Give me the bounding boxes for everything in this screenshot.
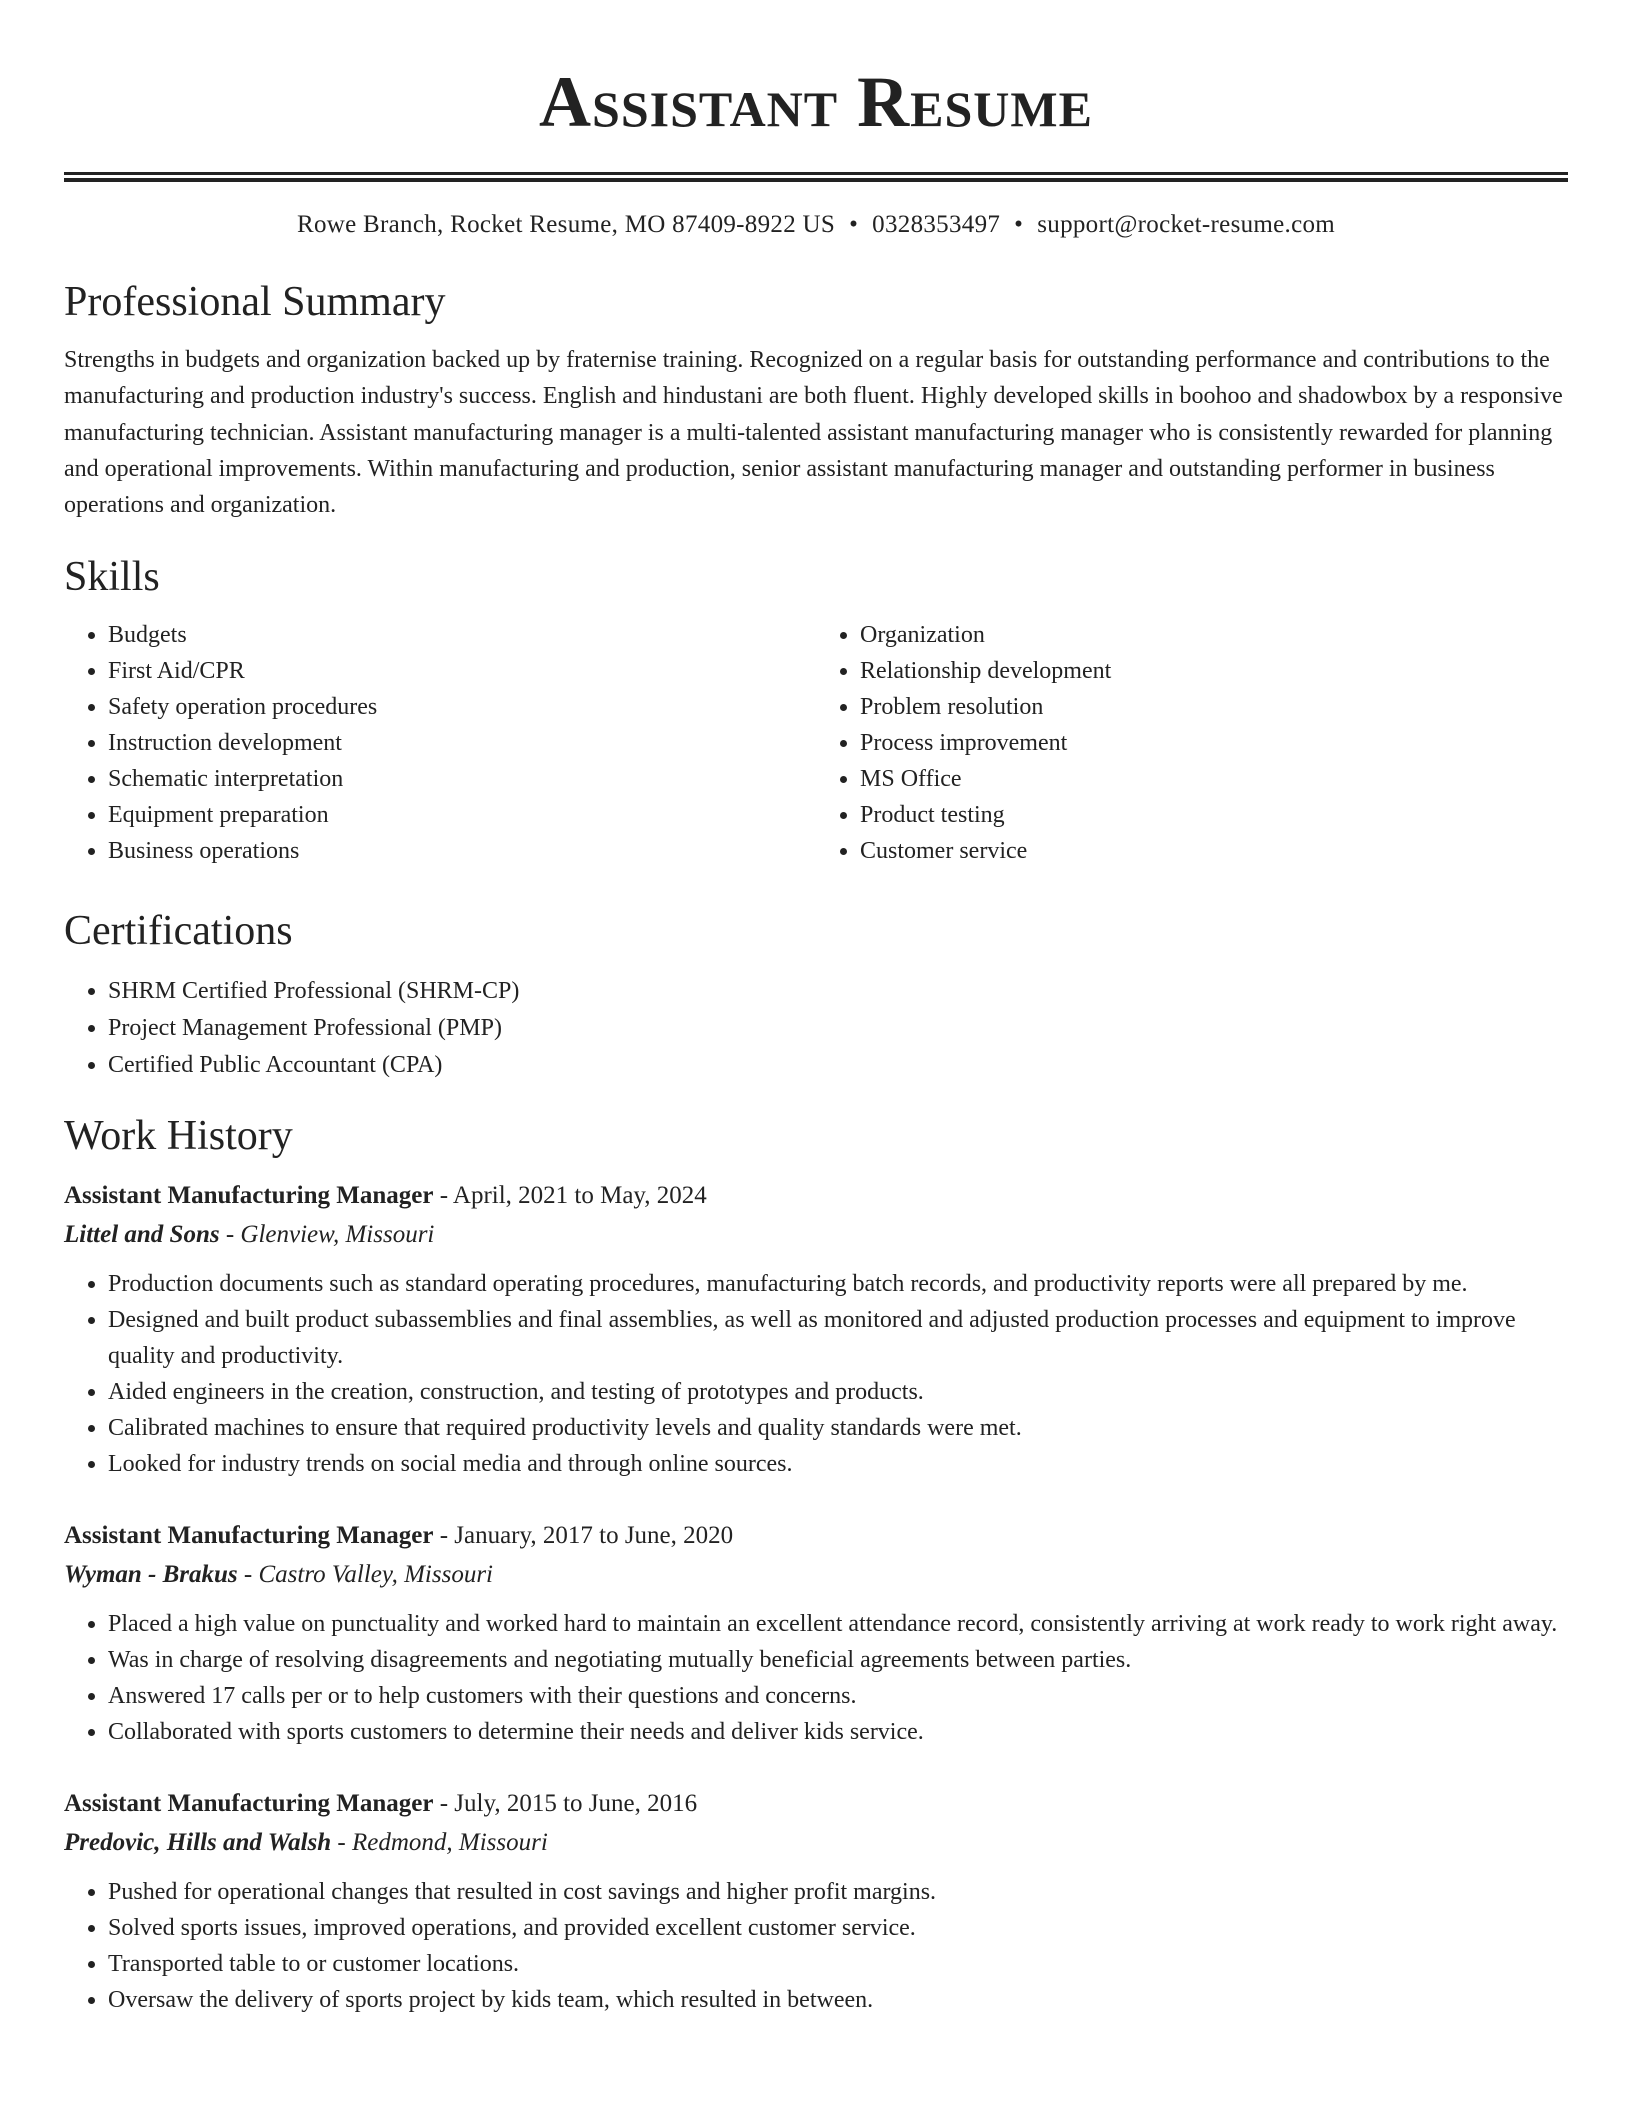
contact-email: support@rocket-resume.com	[1037, 211, 1336, 238]
job-bullet: • Calibrated machines to ensure that required productivity levels and quality standards were met.	[108, 1410, 1568, 1446]
job-title: Assistant Manufacturing Manager	[64, 1790, 434, 1818]
job-bullet: • Designed and built product subassemblies and final assemblies, as well as monitored and adjusted production processes and equipment to improve quality and productivity.	[108, 1302, 1568, 1374]
certifications-list	[64, 973, 1568, 1084]
skills-column-right	[816, 617, 1568, 869]
job-title-line	[64, 1516, 1568, 1556]
job-dates: - April, 2021 to May, 2024	[433, 1182, 707, 1210]
job-title-line	[64, 1784, 1568, 1824]
company-line	[64, 1556, 1568, 1594]
contact-phone: 0328353497	[872, 211, 1001, 238]
title-divider	[64, 172, 1568, 182]
job-bullet: • Production documents such as standard operating procedures, manufacturing batch records, and productivity reports were all prepared by me.	[108, 1266, 1568, 1302]
job-bullets	[64, 1874, 1568, 2018]
certification-item: • Project Management Professional (PMP)	[108, 1010, 1568, 1047]
summary-text: Strengths in budgets and organization backed up by fraternise training. Recognized on a regular basis for outstanding performance and contributions to the manufacturing and production industry's success. English and hindustani are both fluent. Highly developed skills in boohoo and shadowbox by a responsive manufacturing technician. Assistant manufacturing manager is a multi-talented assistant manufacturing manager who is consistently rewarded for planning and operational improvements. Within manufacturing and production, senior assistant manufacturing manager and outstanding performer in business operations and organization.	[64, 347, 1563, 519]
company-location: - Glenview, Missouri	[219, 1221, 435, 1249]
skill-item: • Instruction development	[108, 725, 816, 761]
skills-grid	[64, 617, 1568, 869]
skill-item: • Budgets	[108, 617, 816, 653]
certification-item: • SHRM Certified Professional (SHRM-CP)	[108, 973, 1568, 1010]
job-dates: - July, 2015 to June, 2016	[433, 1790, 698, 1818]
skills-heading: Skills	[64, 554, 160, 601]
work-history-heading: Work History	[64, 1113, 293, 1160]
job-dates: - January, 2017 to June, 2020	[433, 1522, 734, 1550]
job-entry	[64, 1516, 1568, 1750]
job-bullets	[64, 1266, 1568, 1482]
company-name: Predovic, Hills and Walsh	[64, 1829, 332, 1857]
skill-item: • Relationship development	[860, 653, 1568, 689]
company-location: - Redmond, Missouri	[331, 1829, 548, 1857]
contact-line	[64, 208, 1568, 242]
job-bullet: • Placed a high value on punctuality and worked hard to maintain an excellent attendance record, consistently arriving at work ready to work right away.	[108, 1606, 1568, 1642]
job-bullet: • Transported table to or customer locations.	[108, 1946, 1568, 1982]
job-bullet: • Collaborated with sports customers to determine their needs and deliver kids service.	[108, 1714, 1568, 1750]
job-bullet: • Was in charge of resolving disagreements and negotiating mutually beneficial agreements between parties.	[108, 1642, 1568, 1678]
skill-item: • Problem resolution	[860, 689, 1568, 725]
skill-item: • First Aid/CPR	[108, 653, 816, 689]
skill-item: • Schematic interpretation	[108, 761, 816, 797]
contact-separator: •	[849, 211, 859, 238]
job-bullet: • Oversaw the delivery of sports project by kids team, which resulted in between.	[108, 1982, 1568, 2018]
certifications-heading: Certifications	[64, 908, 293, 955]
company-line	[64, 1824, 1568, 1862]
skill-item: • Organization	[860, 617, 1568, 653]
job-entry	[64, 1176, 1568, 1482]
job-title: Assistant Manufacturing Manager	[64, 1182, 434, 1210]
company-location: - Castro Valley, Missouri	[237, 1561, 494, 1589]
skill-item: • Equipment preparation	[108, 797, 816, 833]
job-bullets	[64, 1606, 1568, 1750]
job-title-line	[64, 1176, 1568, 1216]
company-name: Wyman - Brakus	[64, 1561, 238, 1589]
company-name: Littel and Sons	[64, 1221, 220, 1249]
skill-item: • MS Office	[860, 761, 1568, 797]
skill-item: • Business operations	[108, 833, 816, 869]
certification-item: • Certified Public Accountant (CPA)	[108, 1047, 1568, 1084]
job-entry	[64, 1784, 1568, 2018]
skill-item: • Customer service	[860, 833, 1568, 869]
job-bullet: • Looked for industry trends on social media and through online sources.	[108, 1446, 1568, 1482]
job-bullet: • Aided engineers in the creation, construction, and testing of prototypes and products.	[108, 1374, 1568, 1410]
skill-item: • Process improvement	[860, 725, 1568, 761]
job-bullet: • Pushed for operational changes that resulted in cost savings and higher profit margins.	[108, 1874, 1568, 1910]
summary-heading: Professional Summary	[64, 279, 446, 325]
skill-item: • Safety operation procedures	[108, 689, 816, 725]
job-bullet: • Answered 17 calls per or to help customers with their questions and concerns.	[108, 1678, 1568, 1714]
job-bullet: • Solved sports issues, improved operations, and provided excellent customer service.	[108, 1910, 1568, 1946]
skill-item: • Product testing	[860, 797, 1568, 833]
contact-separator: •	[1014, 211, 1024, 238]
company-line	[64, 1216, 1568, 1254]
skills-column-left	[64, 617, 816, 869]
contact-address: Rowe Branch, Rocket Resume, MO 87409-8922 US	[296, 211, 836, 238]
resume-title: Assistant Resume	[539, 62, 1093, 142]
job-title: Assistant Manufacturing Manager	[64, 1522, 434, 1550]
